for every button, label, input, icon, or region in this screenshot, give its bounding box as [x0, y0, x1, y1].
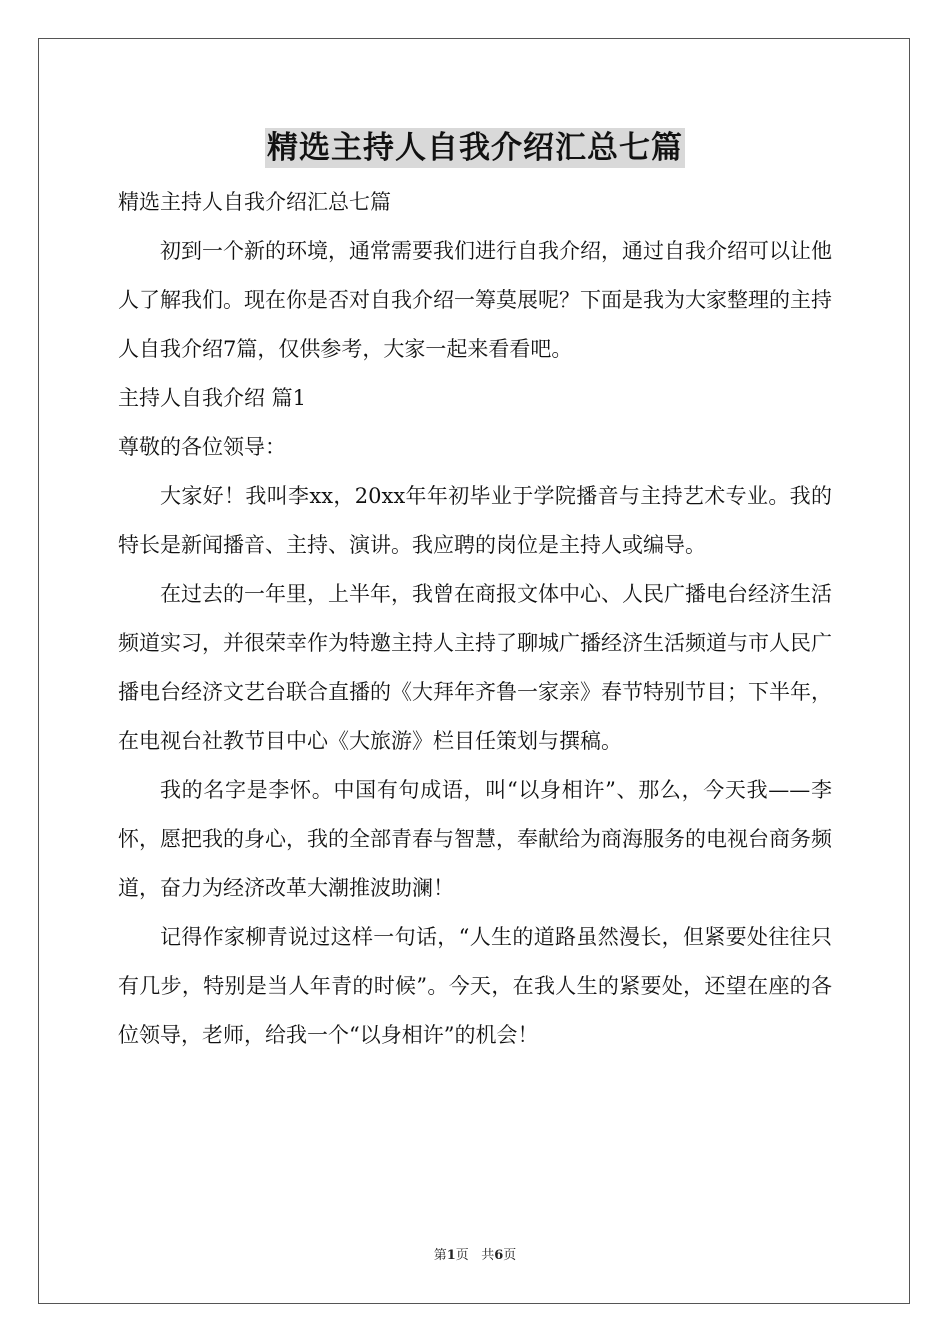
- paragraph-greeting: 大家好！我叫李xx，20xx年年初毕业于学院播音与主持艺术专业。我的特长是新闻播音、主持、演讲。我应聘的岗位是主持人或编导。: [118, 484, 832, 557]
- footer-page-prefix: 第: [433, 1248, 447, 1263]
- footer-page-number: 1: [446, 1248, 456, 1263]
- section-heading: 主持人自我介绍 篇1: [118, 386, 307, 410]
- paragraph-intro: 初到一个新的环境，通常需要我们进行自我介绍，通过自我介绍可以让他人了解我们。现在你是否对自我介绍一筹莫展呢？下面是我为大家整理的主持人自我介绍7篇，仅供参考，大家一起来看看吧。: [118, 239, 832, 361]
- paragraph-experience: 在过去的一年里，上半年，我曾在商报文体中心、人民广播电台经济生活频道实习，并很荣幸作为特邀主持人主持了聊城广播经济生活频道与市人民广播电台经济文艺台联合直播的《大拜年齐鲁一家亲》春节特别节目；下半年，在电视台社教节目中心《大旅游》栏目任策划与撰稿。: [118, 582, 832, 753]
- document-title: 精选主持人自我介绍汇总七篇: [267, 130, 683, 166]
- paragraph-name: 我的名字是李怀。中国有句成语，叫“以身相许”、那么，今天我——李怀，愿把我的身心，我的全部青春与智慧，奉献给为商海服务的电视台商务频道，奋力为经济改革大潮推波助澜！: [118, 778, 832, 900]
- footer-total-pages: 6: [494, 1248, 504, 1263]
- title-wrap: [0, 128, 950, 168]
- document-body: [118, 178, 832, 1060]
- footer-page-suffix: 页: [455, 1248, 469, 1263]
- page-footer: [0, 1244, 950, 1263]
- paragraph-subtitle: 精选主持人自我介绍汇总七篇: [118, 190, 391, 214]
- paragraph-closing: 记得作家柳青说过这样一句话，“人生的道路虽然漫长，但紧要处往往只有几步，特别是当人年青的时候”。今天，在我人生的紧要处，还望在座的各位领导，老师，给我一个“以身相许”的机会！: [118, 925, 832, 1047]
- footer-total-suffix: 页: [503, 1248, 517, 1263]
- paragraph-salutation: 尊敬的各位领导：: [118, 435, 286, 459]
- footer-total-prefix: 共: [481, 1248, 495, 1263]
